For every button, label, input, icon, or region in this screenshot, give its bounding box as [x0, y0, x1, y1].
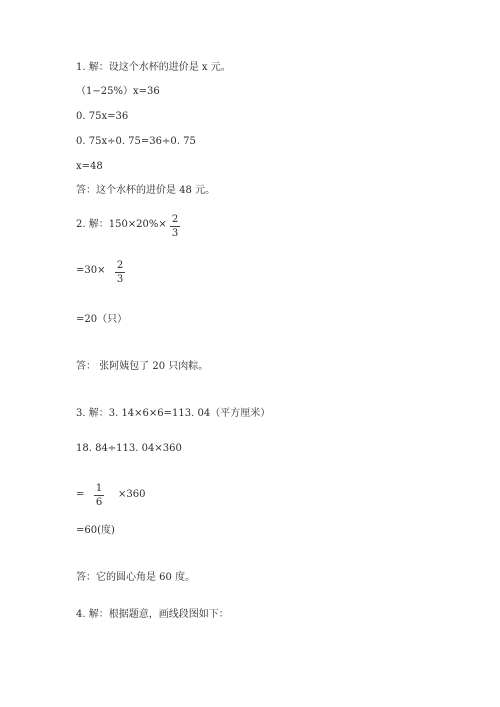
q3-fraction — [94, 483, 104, 508]
fraction-bar — [94, 495, 104, 496]
fraction-denominator: 3 — [171, 228, 179, 239]
q2-fraction-1 — [170, 214, 180, 239]
q1-equation: （1−25%）x=36 — [76, 86, 160, 97]
fraction-bar — [115, 272, 125, 273]
q3-step-2-suffix: ×360 — [118, 489, 146, 500]
q3-result: =60(度) — [76, 525, 115, 536]
fraction-numerator: 2 — [171, 214, 179, 225]
q3-answer: 答：它的圆心角是 60 度。 — [76, 572, 196, 583]
fraction-denominator: 6 — [95, 497, 103, 508]
q4-solution-intro: 4. 解：根据题意，画线段图如下： — [76, 609, 229, 620]
q3-solution-intro: 3. 解：3. 14×6×6=113. 04（平方厘米） — [76, 408, 271, 419]
q1-result: x=48 — [76, 161, 103, 172]
fraction-bar — [170, 226, 180, 227]
fraction-numerator: 2 — [116, 260, 124, 271]
q2-step-1: =30× — [76, 265, 106, 276]
q3-step-2-prefix: = — [76, 489, 85, 500]
q2-result: =20（只） — [76, 314, 128, 325]
q1-step-1: 0. 75x=36 — [76, 111, 129, 122]
q2-solution-intro: 2. 解：150×20%× — [76, 219, 167, 230]
fraction-denominator: 3 — [116, 274, 124, 285]
q3-step-1: 18. 84÷113. 04×360 — [76, 443, 182, 454]
fraction-numerator: 1 — [95, 483, 103, 494]
q2-answer: 答： 张阿姨包了 20 只肉粽。 — [76, 361, 209, 372]
q1-solution-intro: 1. 解：设这个水杯的进价是 x 元。 — [76, 62, 231, 73]
q2-fraction-2 — [115, 260, 125, 285]
q1-answer: 答：这个水杯的进价是 48 元。 — [76, 185, 216, 196]
q1-step-2: 0. 75x÷0. 75=36÷0. 75 — [76, 136, 196, 147]
